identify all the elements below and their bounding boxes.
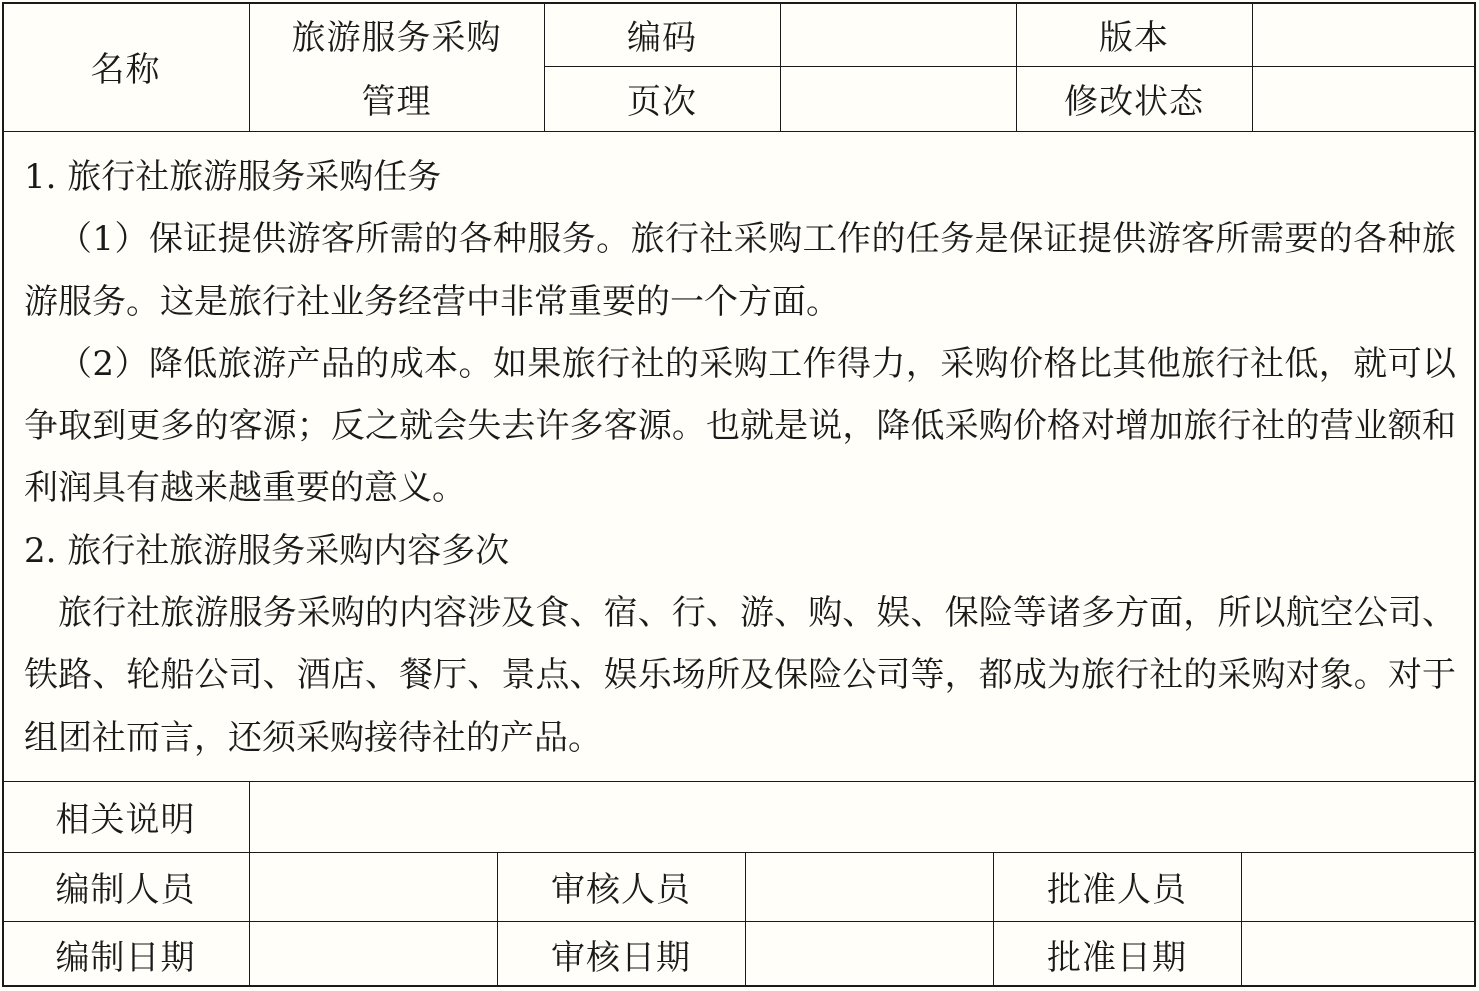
notes-field[interactable] xyxy=(249,781,1476,852)
reviewed-by-field[interactable] xyxy=(745,852,993,921)
section1-paragraph1: （1）保证提供游客所需的各种服务。旅行社采购工作的任务是保证提供游客所需要的各种旅游服务。这是旅行社业务经营中非常重要的一个方面。 xyxy=(24,219,1456,322)
approved-date-label: 批准日期 xyxy=(1047,937,1187,978)
section1-title: 1. 旅行社旅游服务采购任务 xyxy=(24,157,442,197)
version-field[interactable] xyxy=(1252,2,1476,66)
revision-field[interactable] xyxy=(1252,66,1476,131)
reviewed-by-label: 审核人员 xyxy=(551,870,691,910)
content-body xyxy=(24,146,1456,769)
prepared-date-label: 编制日期 xyxy=(55,937,196,978)
page-field[interactable] xyxy=(780,66,1016,131)
revision-label: 修改状态 xyxy=(1064,82,1204,122)
header-bottom-line xyxy=(2,131,1476,132)
reviewed-date-label: 审核日期 xyxy=(551,937,691,978)
approved-date-field[interactable] xyxy=(1241,921,1476,987)
name-value-line2: 管理 xyxy=(361,82,432,122)
approved-by-label: 批准人员 xyxy=(1047,870,1187,910)
code-label: 编码 xyxy=(627,17,697,58)
prepared-by-label: 编制人员 xyxy=(55,870,196,910)
approved-by-field[interactable] xyxy=(1241,852,1476,921)
section2-paragraph1: 旅行社旅游服务采购的内容涉及食、宿、行、游、购、娱、保险等诸多方面，所以航空公司、铁路、轮船公司、酒店、餐厅、景点、娱乐场所及保险公司等，都成为旅行社的采购对象。对于组团社而言，还须采购接待社的产品。 xyxy=(24,593,1456,758)
prepared-date-field[interactable] xyxy=(249,921,497,987)
page-label: 页次 xyxy=(627,82,697,122)
notes-label: 相关说明 xyxy=(55,800,196,840)
section1-paragraph2: （2）降低旅游产品的成本。如果旅行社的采购工作得力，采购价格比其他旅行社低，就可以争取到更多的客源；反之就会失去许多客源。也就是说，降低采购价格对增加旅行社的营业额和利润具有越来越重要的意义。 xyxy=(24,343,1456,509)
reviewed-date-field[interactable] xyxy=(745,921,993,987)
prepared-by-field[interactable] xyxy=(249,852,497,921)
name-value-line1: 旅游服务采购 xyxy=(291,17,502,58)
section2-title: 2. 旅行社旅游服务采购内容多次 xyxy=(24,530,510,571)
name-label: 名称 xyxy=(90,50,161,90)
code-field[interactable] xyxy=(780,2,1016,66)
version-label: 版本 xyxy=(1099,17,1169,58)
